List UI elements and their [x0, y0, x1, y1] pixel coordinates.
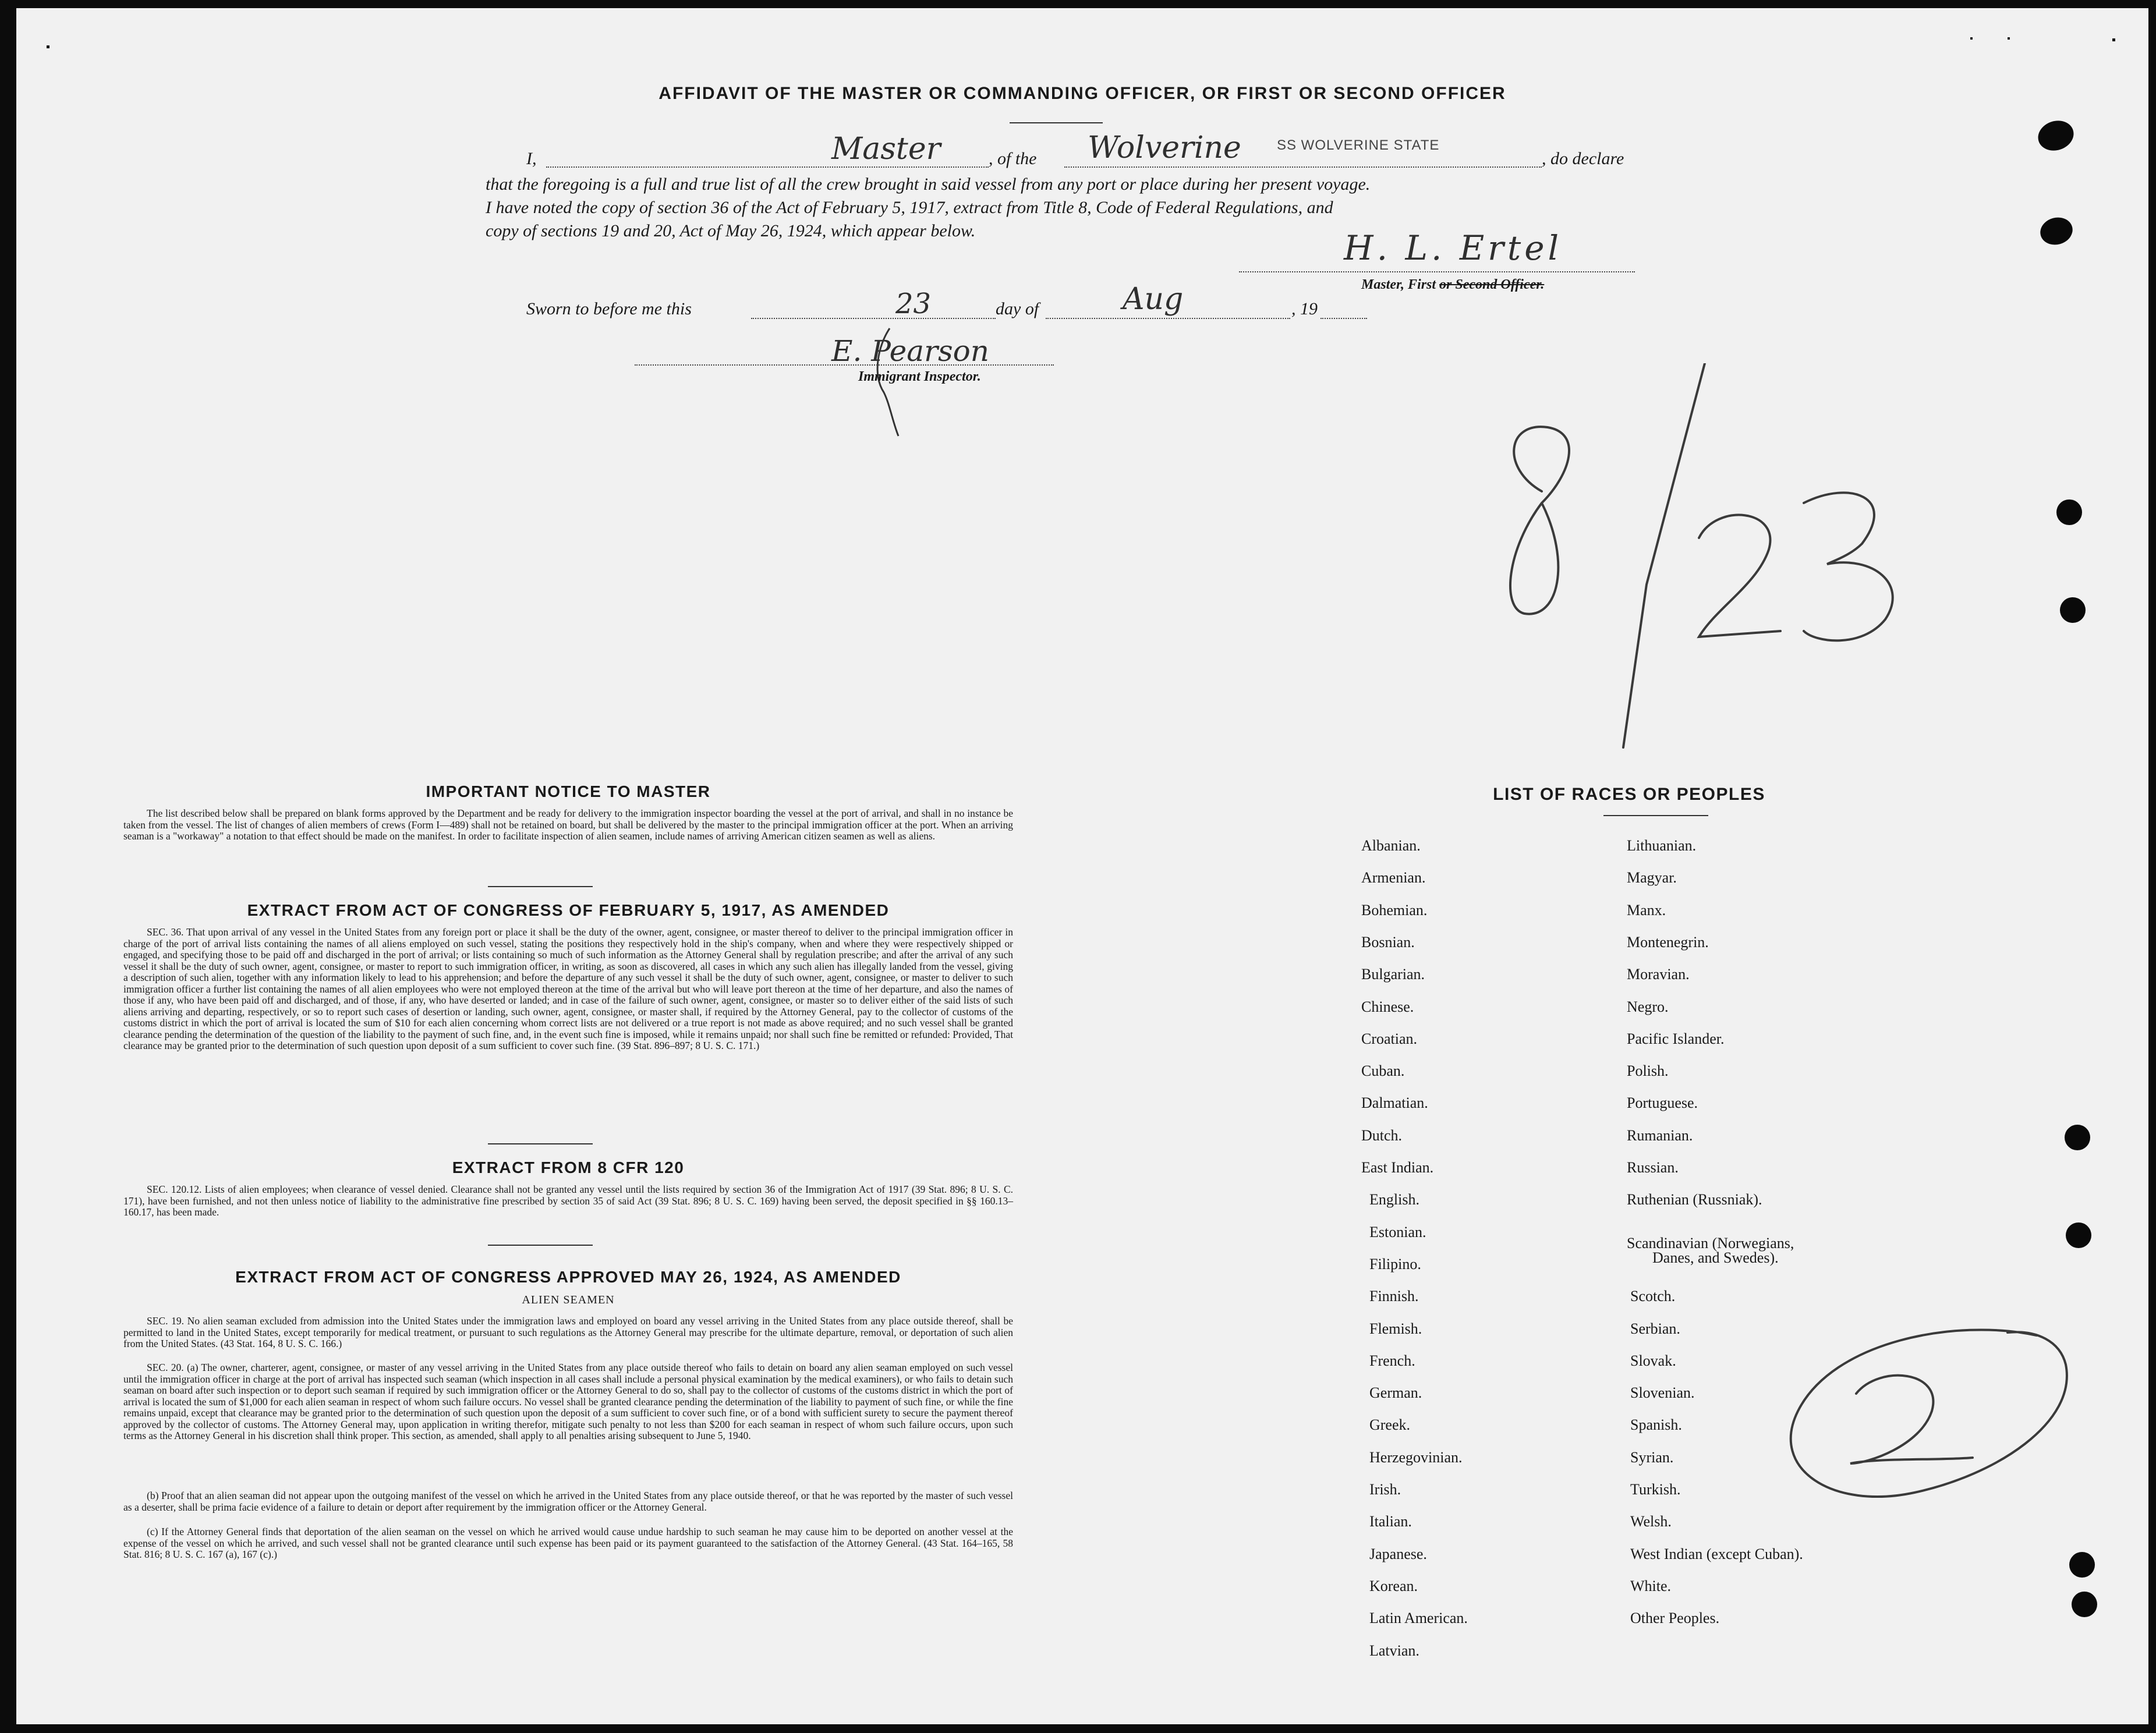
- race-item: Irish.: [1369, 1481, 1401, 1498]
- extract-1924-subtitle: ALIEN SEAMEN: [522, 1293, 615, 1306]
- punch-hole: [2037, 214, 2076, 249]
- decl-line-4: copy of sections 19 and 20, Act of May 26, 1924, which appear below.: [486, 221, 976, 240]
- race-item: Russian.: [1627, 1159, 1679, 1176]
- punch-hole: [2065, 1125, 2090, 1150]
- officer-caption-struck: or Second Officer.: [1439, 277, 1545, 292]
- sec20a-body: SEC. 20. (a) The owner, charterer, agent, consignee, or master of any vessel arriving in the United States from any place outside thereof who fails to detain on board any alien seaman employed on such vessel until the immigration officer in charge at the port of arrival has inspected such seaman (which inspection in all cases shall include a personal physical examination by the medical examiners), or who fails to detain such seaman on board after such inspection or to deport such seaman if required by such immigration officer or the Attorney General to do so, shall pay to the collector of customs of the customs district in which the port of arrival is located the sum of $1,000 for each alien seaman in respect of whom such failure occurs. No vessel shall be granted clearance pending the determination of the liability to payment of such fine, or while the fine remains unpaid, except that clearance may be granted prior to the determination of such question upon the deposit of a sum sufficient to cover such fine, or of a bond with sufficient surety to secure the payment thereof approved by the collector of customs. The Attorney General may, upon application in writing therefor, mitigate such penalty to not less than $200 for each seaman in respect of whom such failure occurs, upon such terms as the Attorney General in his discretion shall think proper. This section, as amended, shall apply to all penalties arising subsequent to June 5, 1940.: [123, 1362, 1013, 1441]
- name-line: [546, 166, 989, 168]
- sec20b-body: (b) Proof that an alien seaman did not appear upon the outgoing manifest of the vessel on which he arrived in the United States from any place outside thereof, or that he was reported by the master of such vessel as a deserter, shall be prima facie evidence of a failure to detain or deport after requirement by the immigration officer or the Attorney General.: [123, 1490, 1013, 1513]
- punch-hole: [2066, 1222, 2091, 1248]
- officer-caption-main: Master, First: [1361, 277, 1436, 292]
- race-item: Lithuanian.: [1627, 837, 1697, 854]
- page-title: AFFIDAVIT OF THE MASTER OR COMMANDING OFFICER, OR FIRST OR SECOND OFFICER: [659, 84, 1506, 103]
- notice-divider: [488, 886, 593, 887]
- race-item: Greek.: [1369, 1416, 1411, 1434]
- race-item: White.: [1630, 1577, 1672, 1594]
- vessel-stamp: SS WOLVERINE STATE: [1277, 137, 1440, 153]
- race-item: Korean.: [1369, 1577, 1418, 1594]
- inspector-caption: Immigrant Inspector.: [858, 369, 981, 384]
- month-line: [1046, 318, 1290, 319]
- notice-title: IMPORTANT NOTICE TO MASTER: [426, 782, 711, 800]
- races-title: LIST OF RACES OR PEOPLES: [1493, 785, 1765, 804]
- race-item: Dutch.: [1361, 1126, 1403, 1144]
- circled-number-mark: [1763, 1318, 2089, 1528]
- race-item: Albanian.: [1361, 837, 1421, 854]
- race-item: Syrian.: [1630, 1448, 1674, 1466]
- race-item: Serbian.: [1630, 1320, 1680, 1337]
- races-divider: [1603, 815, 1708, 816]
- race-item: Scandinavian (Norwegians,: [1627, 1234, 1794, 1252]
- race-item: Finnish.: [1369, 1288, 1419, 1305]
- scan-speck: [47, 45, 49, 48]
- decl-line-3: I have noted the copy of section 36 of the Act of February 5, 1917, extract from Title 8, Code of Federal Regulations, and: [486, 198, 1333, 217]
- punch-hole: [2056, 499, 2082, 525]
- extract-cfr-divider: [488, 1245, 593, 1246]
- title-divider: [1010, 122, 1103, 123]
- race-item: Latvian.: [1369, 1642, 1419, 1659]
- scan-speck: [2112, 38, 2115, 41]
- race-item: Cuban.: [1361, 1062, 1405, 1080]
- race-item: Japanese.: [1369, 1545, 1427, 1562]
- race-item: Italian.: [1369, 1513, 1412, 1530]
- sec20c-body: (c) If the Attorney General finds that deportation of the alien seaman on the vessel on which he arrived would cause undue hardship to such seaman he may cause him to be deported on another vessel at the expense of the vessel on which he arrived, and such vessel shall not be granted clearance until such expense has been paid or its payment guaranteed to the satisfaction of the Attorney General. (43 Stat. 164–165, 58 Stat. 816; 8 U. S. C. 167 (a), 167 (c).): [123, 1526, 1013, 1560]
- race-item: English.: [1369, 1191, 1419, 1209]
- decl-line-2: that the foregoing is a full and true list of all the crew brought in said vessel from any port or place during her present voyage.: [486, 175, 1371, 194]
- race-item: Dalmatian.: [1361, 1094, 1428, 1112]
- race-item: Moravian.: [1627, 966, 1690, 983]
- pencil-date-mark: [1454, 363, 1978, 782]
- punch-hole: [2034, 116, 2077, 155]
- inspector-line: [635, 364, 1054, 366]
- year-line: [1320, 318, 1367, 319]
- race-item: Danes, and Swedes).: [1652, 1249, 1779, 1266]
- handwritten-title: Master: [831, 132, 941, 166]
- race-item: Magyar.: [1627, 869, 1677, 887]
- sworn-year: , 19: [1291, 299, 1318, 318]
- sec19-body: SEC. 19. No alien seaman excluded from admission into the United States under the immigration laws and employed on board any vessel arriving in the United States from any place outside thereof, shall be permitted to land in the United States, except temporarily for medical treatment, or pursuant to such regulations as the Attorney General may prescribe for the ultimate departure, removal, or deportation of such alien from the United States. (43 Stat. 164, 8 U. S. C. 166.): [123, 1315, 1013, 1349]
- extract-1917-divider: [488, 1143, 593, 1144]
- race-item: Negro.: [1627, 998, 1669, 1015]
- decl-i: I,: [526, 149, 537, 168]
- race-item: Bohemian.: [1361, 901, 1428, 919]
- sworn-text: Sworn to before me this: [526, 299, 692, 318]
- race-item: Bosnian.: [1361, 933, 1415, 951]
- race-item: Herzegovinian.: [1369, 1448, 1463, 1466]
- race-item: Chinese.: [1361, 998, 1414, 1015]
- race-item: Slovenian.: [1630, 1384, 1695, 1402]
- extract-1917-title: EXTRACT FROM ACT OF CONGRESS OF FEBRUARY 5, 1917, AS AMENDED: [247, 901, 890, 919]
- race-item: Scotch.: [1630, 1288, 1676, 1305]
- race-item: Latin American.: [1369, 1610, 1468, 1627]
- punch-hole: [2060, 597, 2086, 623]
- punch-hole: [2069, 1552, 2095, 1578]
- race-item: Polish.: [1627, 1062, 1669, 1080]
- punch-hole: [2072, 1592, 2097, 1617]
- race-item: Slovak.: [1630, 1352, 1676, 1369]
- extract-cfr-title: EXTRACT FROM 8 CFR 120: [452, 1158, 685, 1176]
- race-item: West Indian (except Cuban).: [1630, 1545, 1803, 1562]
- race-item: Armenian.: [1361, 869, 1426, 887]
- decl-of-the: , of the: [989, 149, 1037, 168]
- race-item: German.: [1369, 1384, 1422, 1402]
- pencil-date-text: [1705, 590, 1706, 591]
- extract-1917-body: SEC. 36. That upon arrival of any vessel in the United States from any foreign port or place it shall be the duty of the owner, agent, consignee, or master thereof to deliver to the principal immigration officer in charge of the port of arrival lists containing the names of all aliens employed on such vessel, stating the positions they respectively hold in the ship's company, when and where they were respectively shipped or engaged, and specifying those to be paid off and discharged in the port of arrival; or lists containing so much of such information as the Attorney General shall by regulation prescribe; and after the arrival of any such vessel it shall be the duty of such owner, agent, consignee, or master to report to such immigration officer, in writing, as soon as discovered, all cases in which any such alien has illegally landed from the vessel, giving a description of such alien, together with any information likely to lead to his apprehension; and before the departure of any such vessel it shall be the duty of such owner, agent, consignee, or master to deliver to such immigration officer a further list containing the names of all alien employees who were not employed thereon at the time of the arrival but who will leave port thereon at the time of her departure, and also the names of those if any, who have been paid off and discharged, and of those, if any, who have deserted or landed; and in case of the failure of such owner, agent, consignee, or master so to deliver either of the said lists of such aliens arriving and departing, respectively, or so to report such cases of desertion or landing, such owner, agent, consignee, or master shall, if required by the Attorney General, pay to the collector of customs of the customs district in which the port of arrival is located the sum of $10 for each alien concerning whom correct lists are not delivered or a true report is not made as above required; and no such vessel shall be granted clearance pending the determination of the question of the liability to the payment of such fine, and, in the event such fine is imposed, while it remains unpaid; nor shall such fine be remitted or refunded: Provided, That clearance may be granted prior to the determination of such question upon deposit of a sum sufficient to cover such fine. (39 Stat. 896–897; 8 U. S. C. 171.): [123, 926, 1013, 1051]
- decl-do-declare: , do declare: [1542, 149, 1624, 168]
- race-item: Filipino.: [1369, 1255, 1421, 1273]
- document-page: [16, 8, 2148, 1724]
- master-signature: H. L. Ertel: [1344, 228, 1563, 268]
- race-item: Ruthenian (Russniak).: [1627, 1191, 1762, 1209]
- handwritten-vessel: Wolverine: [1088, 130, 1241, 165]
- scan-speck: [2008, 37, 2010, 40]
- inspector-signature: E. Pearson: [831, 334, 989, 368]
- circled-number-text: [1850, 1405, 1851, 1406]
- extract-1924-title: EXTRACT FROM ACT OF CONGRESS APPROVED MAY 26, 1924, AS AMENDED: [235, 1268, 901, 1286]
- officer-caption: [1361, 272, 1544, 297]
- race-item: Flemish.: [1369, 1320, 1422, 1337]
- sworn-month: Aug: [1123, 282, 1184, 317]
- race-item: Rumanian.: [1627, 1126, 1693, 1144]
- race-item: Croatian.: [1361, 1030, 1418, 1047]
- race-item: Other Peoples.: [1630, 1610, 1720, 1627]
- race-item: Welsh.: [1630, 1513, 1672, 1530]
- race-item: Manx.: [1627, 901, 1666, 919]
- race-item: Spanish.: [1630, 1416, 1682, 1434]
- race-item: Estonian.: [1369, 1223, 1426, 1241]
- extract-cfr-body: SEC. 120.12. Lists of alien employees; when clearance of vessel denied. Clearance shall not be granted any vessel until the lists required by section 36 of the Immigration Act of 1917 (39 Stat. 896; 8 U. S. C. 171), have been furnished, and not then unless notice of liability to the administrative fine prescribed by section 35 of said Act (39 Stat. 896; 8 U. S. C. 169) having been served, the deposit specified in §§ 160.13–160.17, has been made.: [123, 1183, 1013, 1218]
- race-item: Portuguese.: [1627, 1094, 1698, 1112]
- race-item: Bulgarian.: [1361, 966, 1425, 983]
- race-item: Pacific Islander.: [1627, 1030, 1725, 1047]
- scan-speck: [1970, 37, 1973, 40]
- race-item: East Indian.: [1361, 1159, 1434, 1176]
- vessel-line: [1064, 166, 1542, 168]
- sworn-day: 23: [895, 288, 932, 320]
- notice-body: The list described below shall be prepared on blank forms approved by the Department and be ready for delivery to the immigration inspector boarding the vessel at the port of arrival, and shall in no instance be taken from the vessel. The list of changes of alien members of crews (Form I—489) shall not be retained on board, but shall be delivered by the master to the principal immigration officer at the port. When an arriving seaman is a "workaway" a notation to that effect should be made on the manifest. In order to facilitate inspection of alien seamen, include names of arriving American citizen seamen as well as aliens.: [123, 807, 1013, 842]
- race-item: French.: [1369, 1352, 1415, 1369]
- sworn-day-label: day of: [996, 299, 1039, 318]
- day-line: [751, 318, 996, 319]
- race-item: Turkish.: [1630, 1481, 1681, 1498]
- race-item: Montenegrin.: [1627, 933, 1709, 951]
